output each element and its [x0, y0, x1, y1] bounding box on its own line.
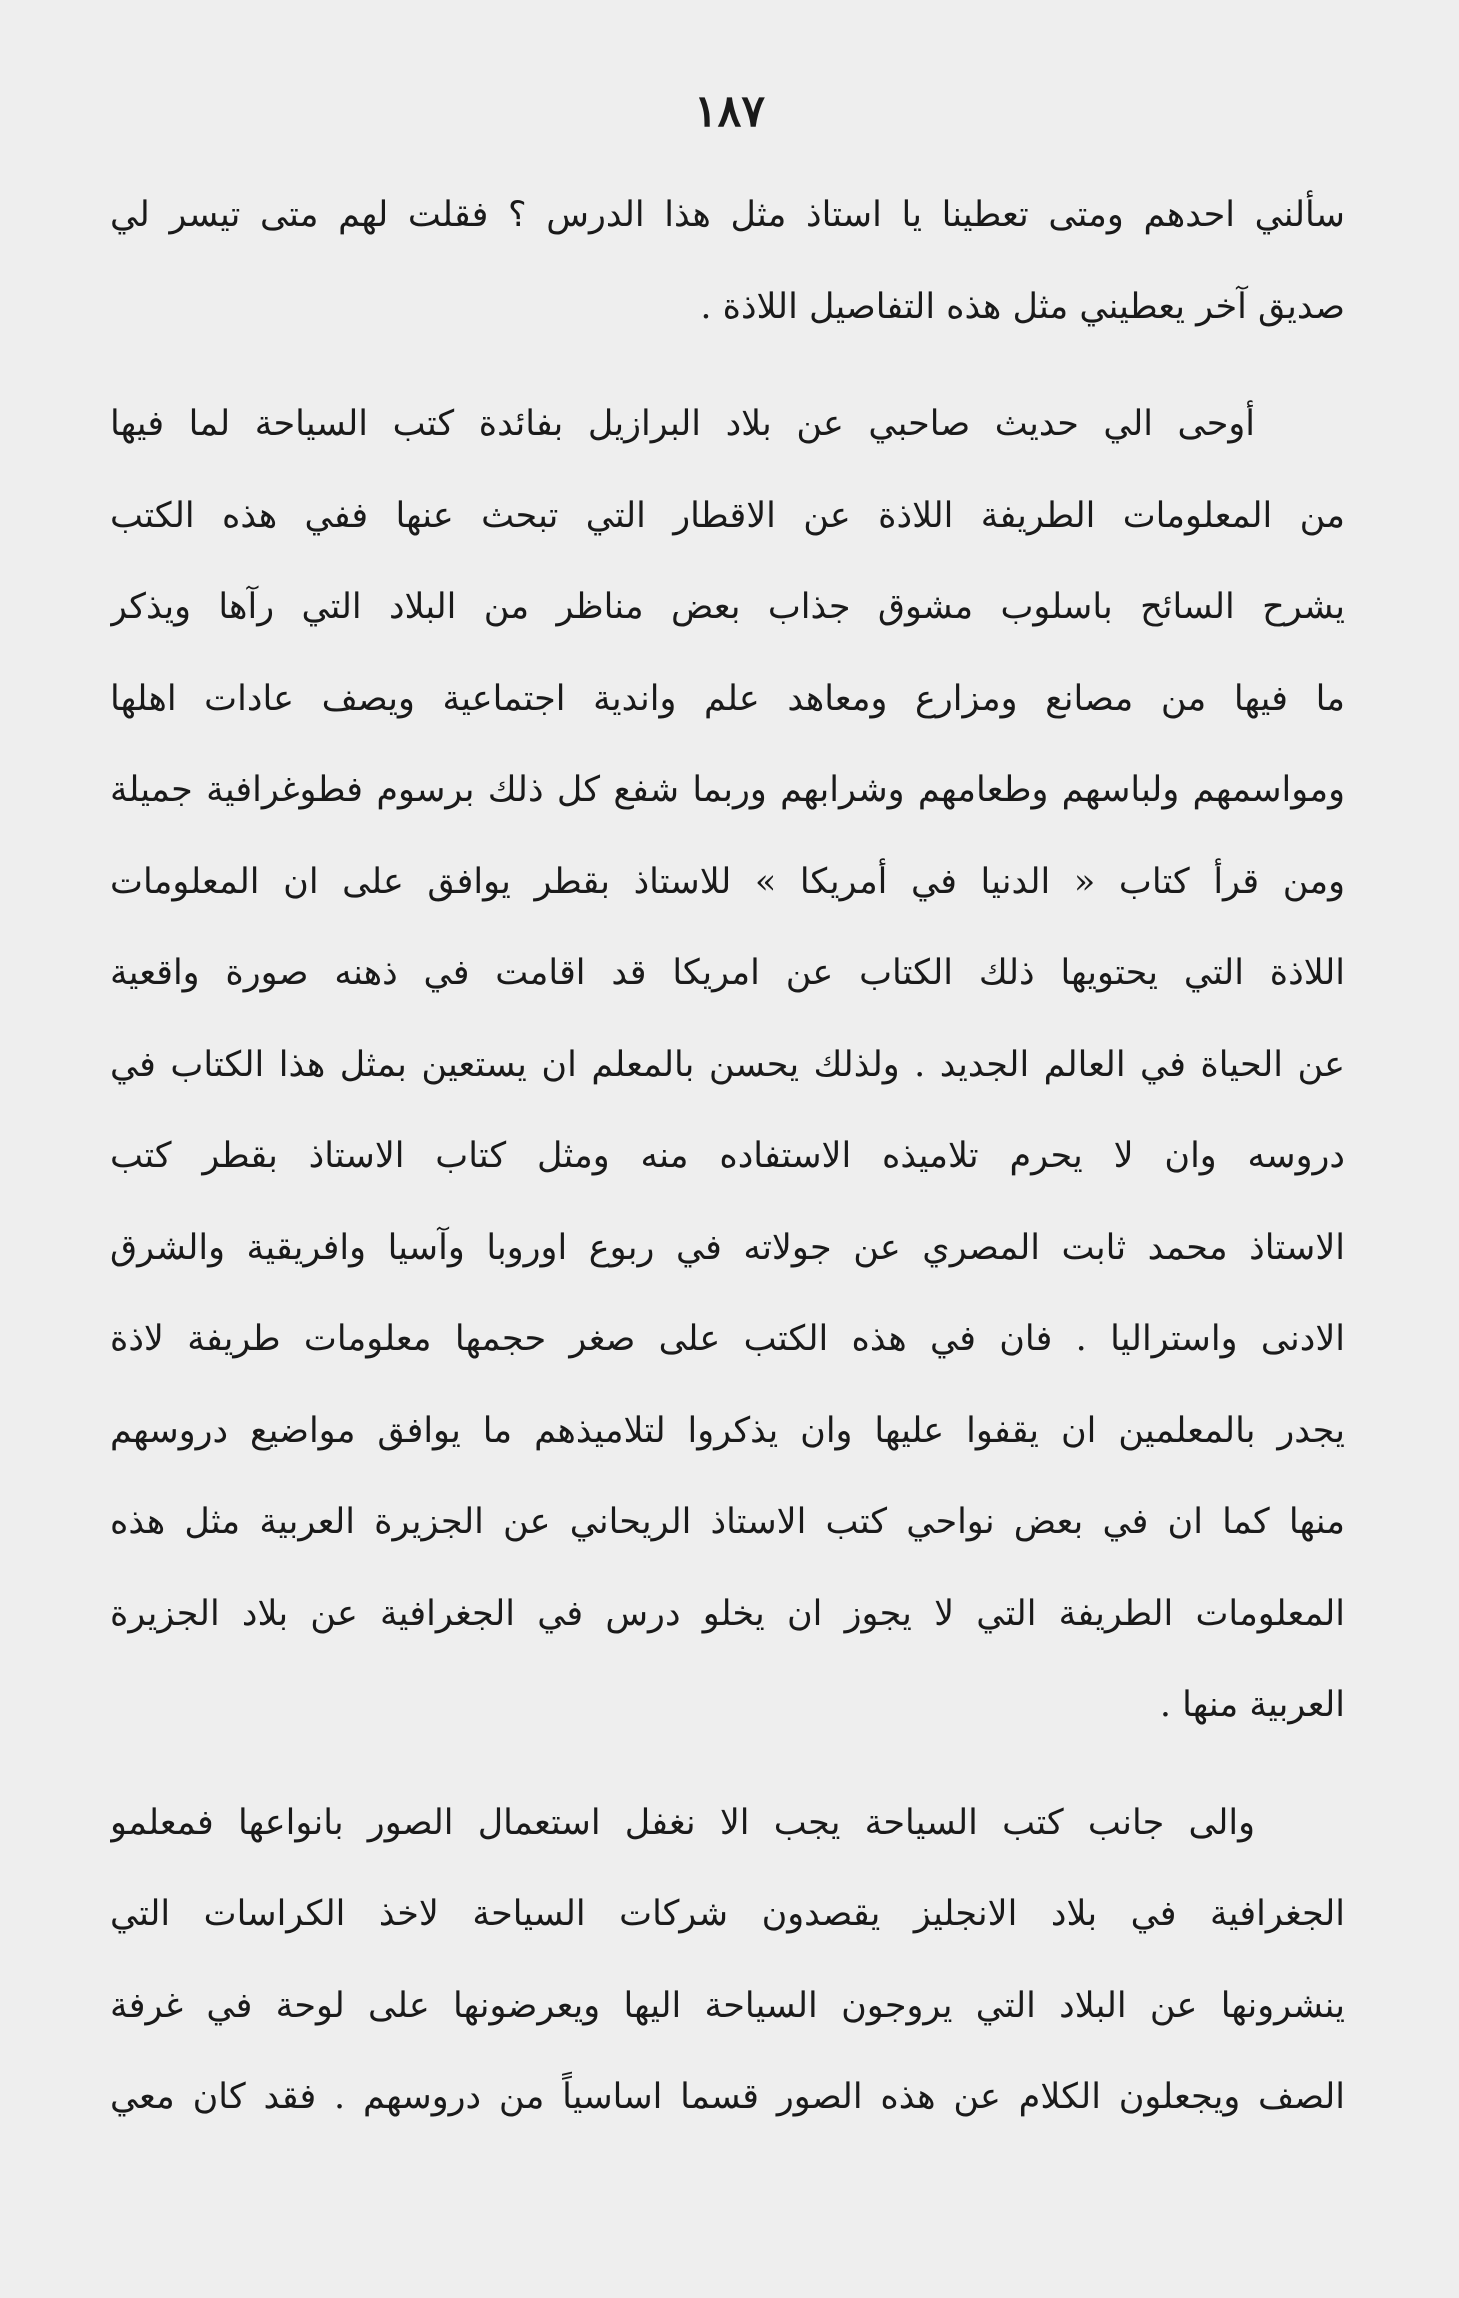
paragraph-2 [110, 379, 1345, 1752]
text-line: ومواسمهم ولباسهم وطعامهم وشرابهم وربما شفع كل ذلك برسوم فطوغرافية جميلة [110, 770, 1345, 810]
text-line: الصف ويجعلون الكلام عن هذه الصور قسما اساسياً من دروسهم . فقد كان معي [110, 2077, 1345, 2117]
text-line: عن الحياة في العالم الجديد . ولذلك يحسن بالمعلم ان يستعين بمثل هذا الكتاب في [110, 1044, 1345, 1085]
text-line: من المعلومات الطريفة اللاذة عن الاقطار التي تبحث عنها ففي هذه الكتب [110, 495, 1345, 536]
text-line: والى جانب كتب السياحة يجب الا نغفل استعمال الصور بانواعها فمعلمو [110, 1802, 1255, 1843]
text-line: دروسه وان لا يحرم تلاميذه الاستفاده منه ومثل كتاب الاستاذ بقطر كتب [110, 1136, 1345, 1176]
text-line: ومن قرأ كتاب « الدنيا في أمريكا » للاستاذ بقطر يوافق على ان المعلومات [110, 861, 1345, 902]
text-line: ينشرونها عن البلاد التي يروجون السياحة اليها ويعرضونها على لوحة في غرفة [110, 1985, 1345, 2026]
paragraph-1 [110, 170, 1345, 353]
text-line: العربية منها . [1159, 1685, 1345, 1725]
text-line: المعلومات الطريفة التي لا يجوز ان يخلو درس في الجغرافية عن بلاد الجزيرة [110, 1593, 1345, 1634]
text-line: أوحى الي حديث صاحبي عن بلاد البرازيل بفائدة كتب السياحة لما فيها [110, 404, 1255, 444]
text-line: يجدر بالمعلمين ان يقفوا عليها وان يذكروا لتلاميذهم ما يوافق مواضيع دروسهم [110, 1410, 1345, 1451]
page-text [110, 170, 1345, 2170]
text-line: منها كما ان في بعض نواحي كتب الاستاذ الريحاني عن الجزيرة العربية مثل هذه [110, 1502, 1345, 1542]
paragraph-3 [110, 1778, 1345, 2144]
text-line: ما فيها من مصانع ومزارع ومعاهد علم واندية اجتماعية ويصف عادات اهلها [110, 678, 1345, 719]
text-line: سألني احدهم ومتى تعطينا يا استاذ مثل هذا الدرس ؟ فقلت لهم متى تيسر لي [110, 195, 1345, 235]
page-number: ١٨٧ [694, 86, 765, 137]
text-line: الجغرافية في بلاد الانجليز يقصدون شركات السياحة لاخذ الكراسات التي [110, 1894, 1345, 1934]
text-line: الاستاذ محمد ثابت المصري عن جولاته في ربوع اوروبا وآسيا وافريقية والشرق [110, 1227, 1345, 1268]
text-line: اللاذة التي يحتويها ذلك الكتاب عن امريكا قد اقامت في ذهنه صورة واقعية [110, 953, 1345, 993]
text-line: صديق آخر يعطيني مثل هذه التفاصيل اللاذة . [700, 286, 1345, 327]
text-line: الادنى واستراليا . فان في هذه الكتب على صغر حجمها معلومات طريفة لاذة [110, 1319, 1345, 1359]
text-line: يشرح السائح باسلوب مشوق جذاب بعض مناظر من البلاد التي رآها ويذكر [110, 587, 1345, 627]
